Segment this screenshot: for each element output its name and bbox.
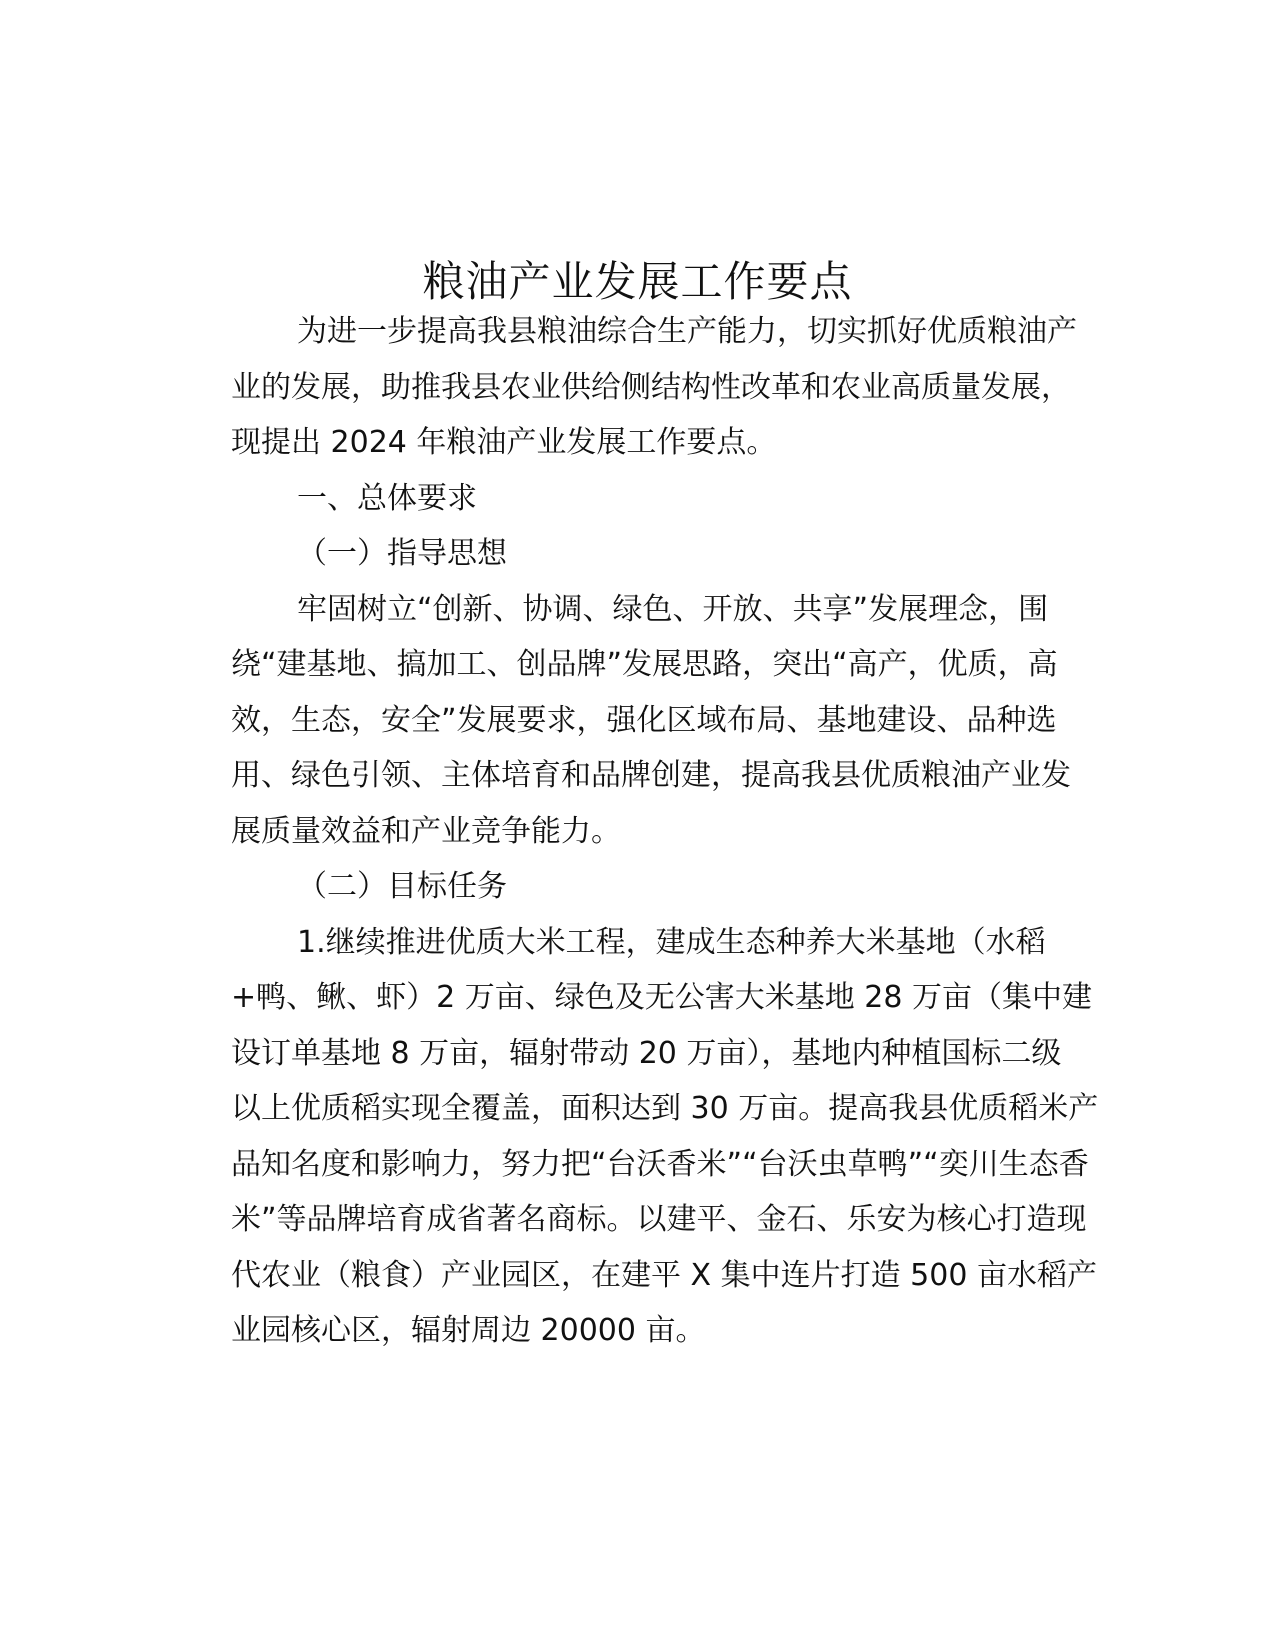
heading-line: （二）目标任务 <box>297 869 507 904</box>
subsection-heading <box>165 859 1120 915</box>
paragraph-line: 米”等品牌培育成省著名商标。以建平、金石、乐安为核心打造现 <box>231 1202 1087 1237</box>
paragraph-line: 牢固树立“创新、协调、绿色、开放、共享”发展理念，围 <box>297 591 1049 627</box>
paragraph-line: 代农业（粮食）产业园区，在建平 X 集中连片打造 500 亩水稻产 <box>231 1257 1097 1293</box>
paragraph-line: 为进一步提高我县粮油综合生产能力，切实抓好优质粮油产 <box>297 314 1077 349</box>
paragraph-line: 展质量效益和产业竞争能力。 <box>231 813 621 849</box>
target-task-paragraph <box>165 915 1120 1359</box>
guiding-thought-paragraph <box>165 582 1120 860</box>
paragraph-line: 以上优质稻实现全覆盖，面积达到 30 万亩。提高我县优质稻米产 <box>231 1091 1099 1126</box>
paragraph-line: 用、绿色引领、主体培育和品牌创建，提高我县优质粮油产业发 <box>231 758 1071 793</box>
heading-line: 一、总体要求 <box>297 480 477 516</box>
document-title: 粮油产业发展工作要点 <box>422 257 853 307</box>
intro-paragraph <box>165 304 1120 471</box>
section-heading <box>165 471 1120 527</box>
subsection-heading <box>165 526 1120 582</box>
paragraph-line: 绕“建基地、搞加工、创品牌”发展思路，突出“高产，优质，高 <box>231 647 1058 682</box>
document-body <box>165 304 1120 1359</box>
paragraph-line: 设订单基地 8 万亩，辐射带动 20 万亩），基地内种植国标二级 <box>231 1035 1062 1071</box>
paragraph-line: 效，生态，安全”发展要求，强化区域布局、基地建设、品种选 <box>231 702 1057 738</box>
paragraph-line: 业的发展，助推我县农业供给侧结构性改革和农业高质量发展， <box>231 369 1071 405</box>
paragraph-line: 1.继续推进优质大米工程，建成生态种养大米基地（水稻 <box>297 924 1046 960</box>
paragraph-line: 现提出 2024 年粮油产业发展工作要点。 <box>231 425 777 460</box>
paragraph-line: +鸭、鳅、虾）2 万亩、绿色及无公害大米基地 28 万亩（集中建 <box>231 980 1093 1015</box>
heading-line: （一）指导思想 <box>297 536 507 571</box>
paragraph-line: 业园核心区，辐射周边 20000 亩。 <box>231 1313 706 1348</box>
paragraph-line: 品知名度和影响力，努力把“台沃香米”“台沃虫草鸭”“奕川生态香 <box>231 1146 1089 1182</box>
